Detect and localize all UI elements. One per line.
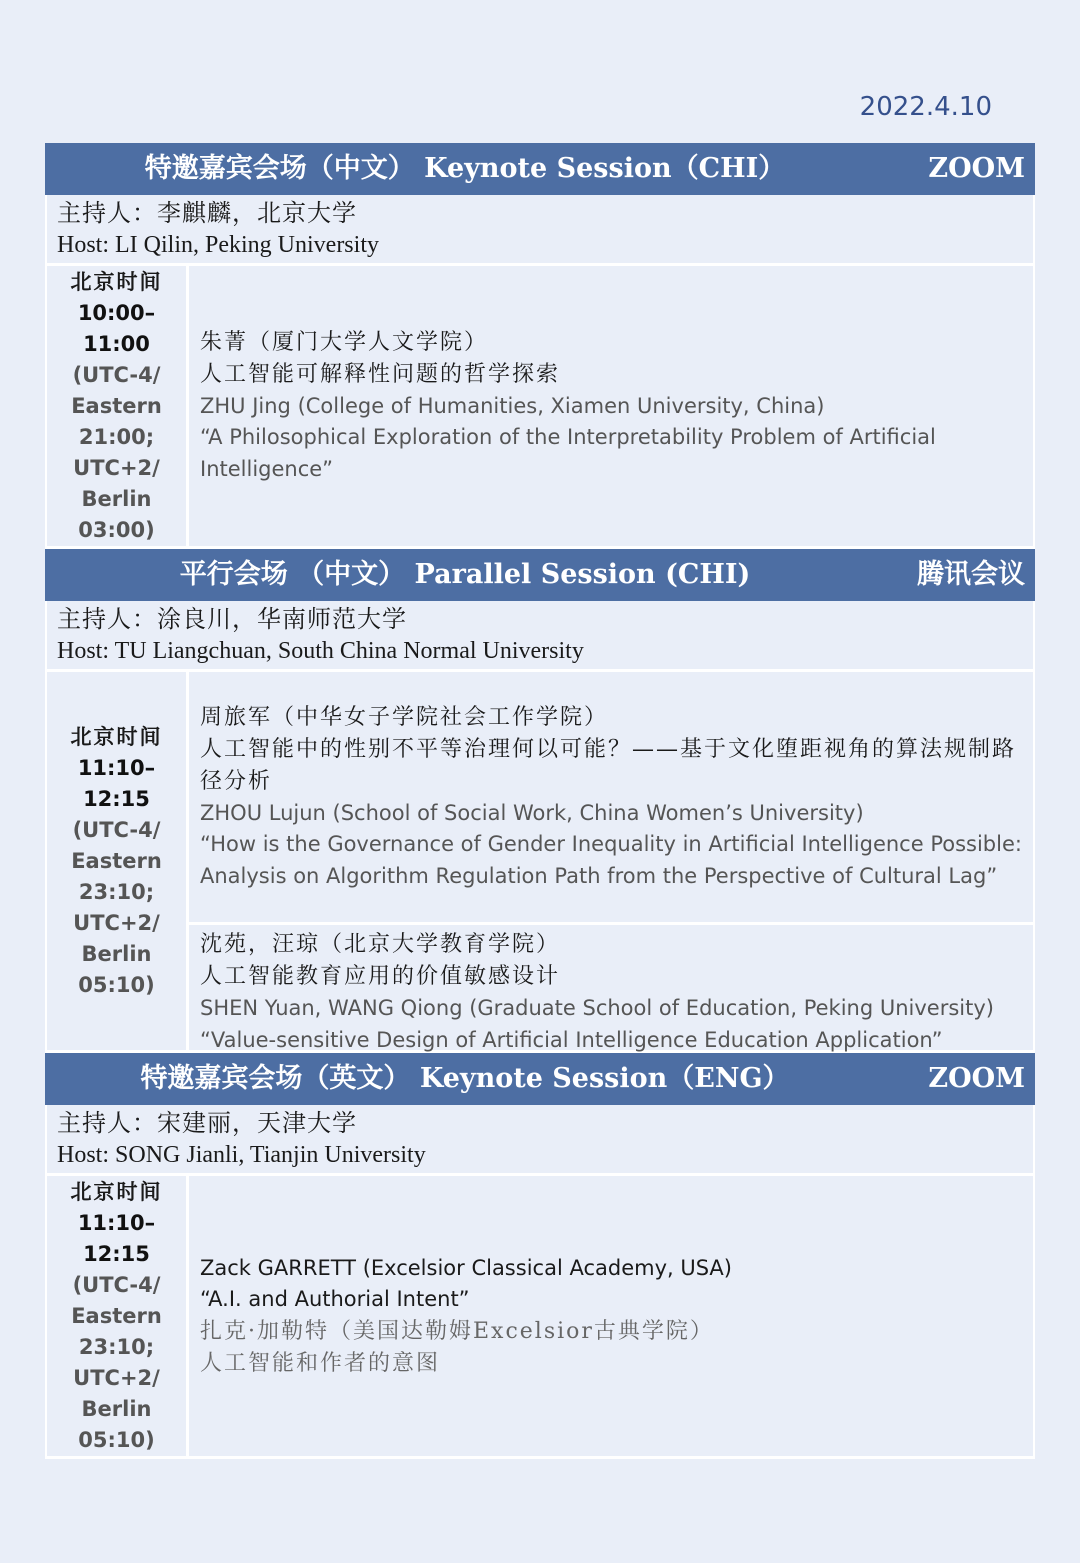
host-en: Host: LI Qilin, Peking University — [57, 232, 379, 258]
time-zone-line: (UTC-4/ — [72, 1273, 161, 1297]
session-title: 平行会场 （中文） Parallel Session (CHI) — [179, 559, 751, 590]
session-host — [45, 1105, 1035, 1176]
session-title: 特邀嘉宾会场（英文） Keynote Session（ENG） — [140, 1063, 790, 1094]
talk-list — [189, 266, 1033, 546]
time-zone-line: UTC+2/ — [73, 911, 160, 935]
talk-list — [189, 1176, 1033, 1456]
speaker-en: Zack GARRETT (Excelsior Classical Academy, USA) — [200, 1255, 732, 1280]
talk-title-cn: 人工智能可解释性问题的哲学探索 — [200, 361, 561, 387]
session-block — [45, 672, 1035, 1053]
speaker-cn: 沈苑，汪琼（北京大学教育学院） — [200, 932, 561, 957]
host-cn: 主持人：宋建丽，天津大学 — [57, 1109, 357, 1137]
time-label: 北京时间 — [70, 724, 163, 749]
talk-title-cn: 人工智能教育应用的价值敏感设计 — [200, 964, 561, 989]
speaker-en: ZHU Jing (College of Humanities, Xiamen University, China) — [200, 393, 825, 418]
session-host — [45, 601, 1035, 672]
session-host — [45, 195, 1035, 266]
time-zone-line: UTC+2/ — [73, 456, 160, 480]
speaker-cn: 扎克·加勒特（美国达勒姆Excelsior古典学院） — [200, 1318, 714, 1344]
session-header-keynote-chi — [45, 143, 1035, 195]
talk-title-en: “A.I. and Authorial Intent” — [200, 1287, 470, 1311]
time-end: 12:15 — [83, 787, 150, 811]
host-en: Host: SONG Jianli, Tianjin University — [57, 1142, 426, 1168]
talk-title-cn: 人工智能和作者的意图 — [200, 1350, 441, 1376]
time-zone-line: 03:00) — [78, 518, 155, 542]
talk-item — [189, 922, 1033, 1060]
schedule-date: 2022.4.10 — [859, 92, 992, 122]
talk-title-en: “How is the Governance of Gender Inequality in Artificial Intelligence Possible: Analysis on Algorithm Regulation Path from the Perspective of Cultural Lag” — [200, 832, 1022, 888]
time-column — [47, 266, 189, 546]
time-zone-line: Eastern — [71, 849, 162, 873]
time-start: 10:00– — [77, 301, 156, 325]
speaker-cn: 周旅军（中华女子学院社会工作学院） — [200, 704, 609, 730]
time-column — [47, 1176, 189, 1456]
session-header-parallel-chi — [45, 549, 1035, 601]
speaker-cn: 朱菁（厦门大学人文学院） — [200, 329, 489, 355]
speaker-en: SHEN Yuan, WANG Qiong (Graduate School of Education, Peking University) — [200, 996, 994, 1020]
time-zone-line: 21:00; — [78, 425, 155, 449]
time-zone-line: Eastern — [71, 394, 162, 418]
talk-item — [189, 1176, 1033, 1456]
time-start: 11:10– — [77, 1211, 156, 1235]
session-title: 特邀嘉宾会场（中文） Keynote Session（CHI） — [144, 153, 786, 184]
host-cn: 主持人：涂良川，华南师范大学 — [57, 605, 407, 633]
time-zone-line: (UTC-4/ — [72, 363, 161, 387]
host-en: Host: TU Liangchuan, South China Normal University — [57, 638, 584, 664]
session-header-keynote-eng — [45, 1053, 1035, 1105]
session-platform: ZOOM — [928, 1063, 1025, 1094]
time-label: 北京时间 — [70, 1179, 163, 1204]
talk-title-en: “A Philosophical Exploration of the Interpretability Problem of Artificial Intelligence” — [200, 425, 936, 481]
time-end: 12:15 — [83, 1242, 150, 1266]
talk-title-cn: 人工智能中的性别不平等治理何以可能？——基于文化堕距视角的算法规制路径分析 — [200, 736, 1017, 794]
time-zone-line: (UTC-4/ — [72, 818, 161, 842]
time-zone-line: UTC+2/ — [73, 1366, 160, 1390]
time-start: 11:10– — [77, 756, 156, 780]
schedule-table — [45, 143, 1035, 1459]
time-column — [47, 672, 189, 1050]
session-block — [45, 1176, 1035, 1459]
time-zone-line: Berlin — [81, 487, 152, 511]
session-platform: 腾讯会议 — [917, 559, 1025, 590]
time-zone-line: Eastern — [71, 1304, 162, 1328]
speaker-en: ZHOU Lujun (School of Social Work, China Women’s University) — [200, 800, 864, 825]
time-label: 北京时间 — [70, 269, 163, 294]
time-zone-line: 05:10) — [78, 973, 155, 997]
time-zone-line: 23:10; — [78, 880, 155, 904]
time-zone-line: Berlin — [81, 942, 152, 966]
time-zone-line: 05:10) — [78, 1428, 155, 1452]
session-block — [45, 266, 1035, 549]
time-zone-line: 23:10; — [78, 1335, 155, 1359]
talk-title-en: “Value-sensitive Design of Artificial Intelligence Education Application” — [200, 1027, 943, 1052]
session-platform: ZOOM — [928, 153, 1025, 184]
talk-item — [189, 672, 1033, 922]
talk-item — [189, 266, 1033, 546]
time-end: 11:00 — [83, 332, 150, 356]
talk-list — [189, 672, 1033, 1050]
time-zone-line: Berlin — [81, 1397, 152, 1421]
host-cn: 主持人：李麒麟，北京大学 — [57, 199, 357, 227]
